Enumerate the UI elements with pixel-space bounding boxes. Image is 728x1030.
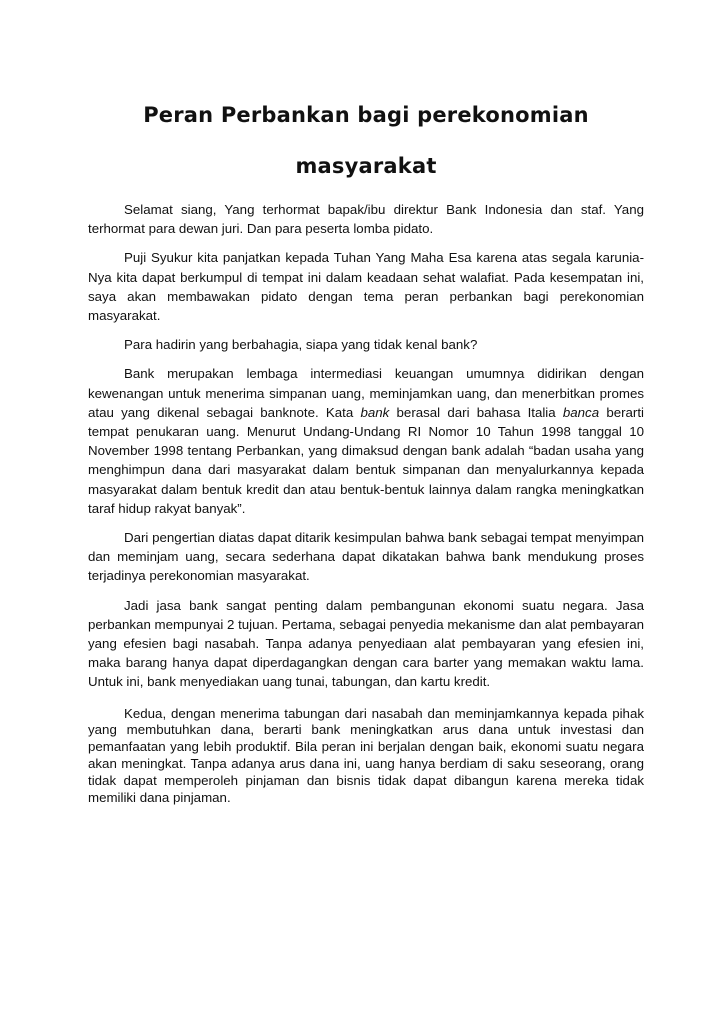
- bank-italic-term: bank: [360, 404, 390, 420]
- title-line-2: masyarakat: [295, 154, 437, 178]
- bank-definition-text-1: Bank merupakan lembaga intermediasi keuangan umumnya didirikan dengan kewenangan untuk menerima simpanan uang, meminjamkan uang, dan menerbitkan promes atau yang dikenal sebagai banknote. Kata: [88, 366, 644, 420]
- document-body: [88, 200, 644, 816]
- paragraph-second-purpose: Kedua, dengan menerima tabungan dari nasabah dan meminjamkannya kepada pihak yang membutuhkan dana, berarti bank meningkatkan arus dana untuk investasi dan pemanfaatan yang lebih produktif. Bila peran ini berjalan dengan baik, ekonomi suatu negara akan meningkat. Tanpa adanya arus dana ini, uang hanya berdiam di saku seseorang, orang tidak dapat memperoleh pinjaman dan bisnis tidak dapat dibangun karena mereka tidak memiliki dana pinjaman.: [88, 705, 644, 805]
- bank-definition-text-2: berasal dari bahasa Italia: [389, 404, 563, 420]
- document-title: [88, 90, 644, 192]
- bank-definition-text-3: berarti tempat penukaran uang. Menurut Undang-Undang RI Nomor 10 Tahun 1998 tanggal 10 November 1998 tentang Perbankan, yang dimaksud dengan bank adalah “badan usaha yang menghimpun dana dari masyarakat dalam bentuk simpanan dan menyalurkannya kepada masyarakat dalam bentuk kredit dan atau bentuk-bentuk lainnya dalam rangka meningkatkan taraf hidup rakyat banyak”.: [88, 404, 645, 516]
- title-line-1: Peran Perbankan bagi perekonomian: [143, 103, 589, 127]
- paragraph-bank-definition: [88, 364, 644, 518]
- paragraph-gratitude: Puji Syukur kita panjatkan kepada Tuhan Yang Maha Esa karena atas segala karunia-Nya kita dapat berkumpul di tempat ini dalam keadaan sehat walafiat. Pada kesempatan ini, saya akan membawakan pidato dengan tema peran perbankan bagi perekonomian masyarakat.: [88, 250, 644, 324]
- paragraph-first-purpose: Jadi jasa bank sangat penting dalam pembangunan ekonomi suatu negara. Jasa perbankan mempunyai 2 tujuan. Pertama, sebagai penyedia mekanisme dan alat pembayaran yang efesien bagi nasabah. Tanpa adanya penyediaan alat pembayaran yang efesien ini, maka barang hanya dapat diperdagangkan dengan cara barter yang memakan waktu lama. Untuk ini, bank menyediakan uang tunai, tabungan, dan kartu kredit.: [88, 597, 644, 690]
- banca-italic-term: banca: [562, 404, 600, 420]
- paragraph-question: Para hadirin yang berbahagia, siapa yang tidak kenal bank?: [124, 337, 478, 353]
- paragraph-greeting: Selamat siang, Yang terhormat bapak/ibu direktur Bank Indonesia dan staf. Yang terhormat para dewan juri. Dan para peserta lomba pidato.: [88, 202, 644, 237]
- paragraph-conclusion: Dari pengertian diatas dapat ditarik kesimpulan bahwa bank sebagai tempat menyimpan dan meminjam uang, secara sederhana dapat dikatakan bahwa bank mendukung proses terjadinya perekonomian masyarakat.: [88, 530, 644, 584]
